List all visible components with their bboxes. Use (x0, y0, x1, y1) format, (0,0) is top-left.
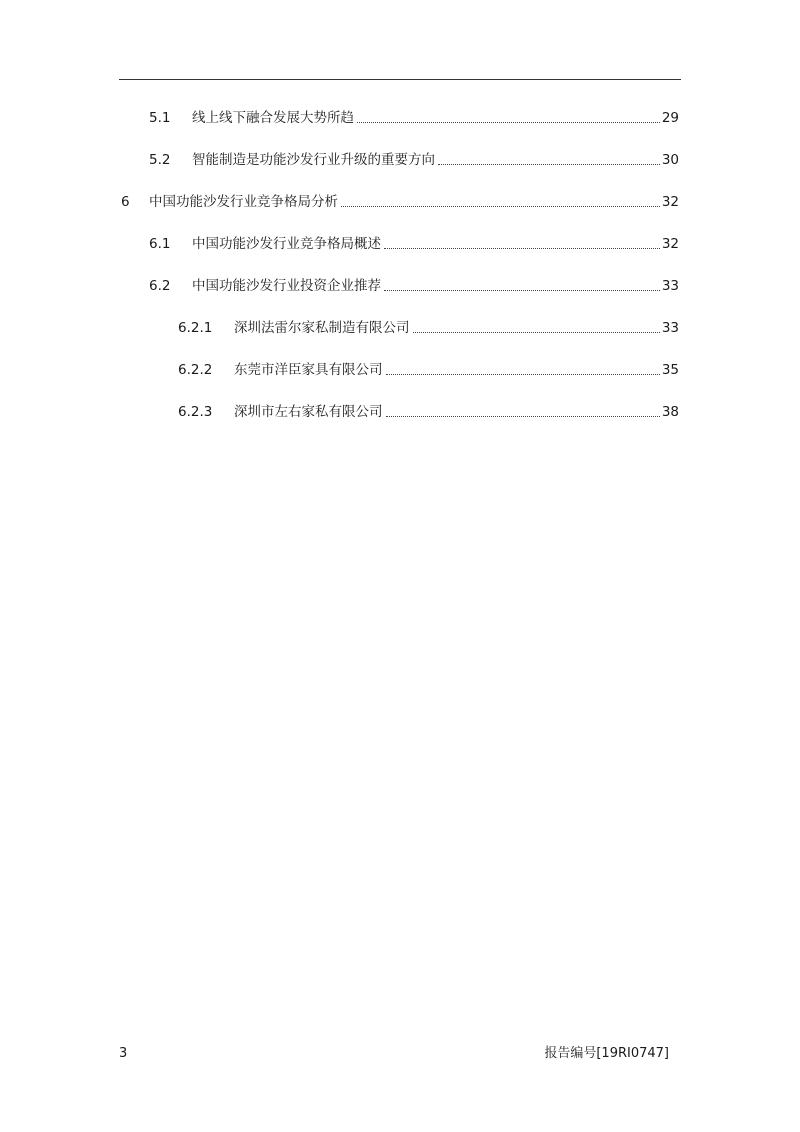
toc-entry[interactable] (149, 234, 679, 254)
toc-entry[interactable] (149, 150, 679, 170)
toc-entry[interactable] (178, 360, 679, 380)
toc-entry[interactable] (121, 192, 679, 212)
toc-entry-title: 中国功能沙发行业投资企业推荐 (192, 278, 381, 294)
toc-entry-number: 6.2 (149, 278, 171, 294)
header-rule (119, 79, 681, 80)
toc-entry-number: 6 (121, 194, 130, 210)
toc-entry[interactable] (149, 108, 679, 128)
footer-page-number: 3 (119, 1046, 128, 1061)
toc-entry-title: 智能制造是功能沙发行业升级的重要方向 (192, 152, 435, 168)
toc-entry-page: 35 (661, 362, 679, 378)
toc-entry[interactable] (149, 276, 679, 296)
toc-entry-page: 32 (661, 236, 679, 252)
toc-entry-title: 线上线下融合发展大势所趋 (192, 110, 354, 126)
toc-entry[interactable] (178, 402, 679, 422)
toc-dot-leader (384, 248, 660, 249)
toc-entry-title: 中国功能沙发行业竞争格局概述 (192, 236, 381, 252)
toc-entry-page: 33 (661, 320, 679, 336)
toc-entry-number: 6.2.1 (178, 320, 213, 336)
footer-report-id: 报告编号[19RI0747] (544, 1046, 669, 1061)
toc-dot-leader (386, 374, 660, 375)
toc-dot-leader (413, 332, 660, 333)
toc-entry-number: 5.2 (149, 152, 171, 168)
toc-entry[interactable] (178, 318, 679, 338)
toc-entry-page: 33 (661, 278, 679, 294)
toc-dot-leader (384, 290, 660, 291)
toc-entry-number: 6.2.2 (178, 362, 213, 378)
toc-entry-number: 6.1 (149, 236, 171, 252)
toc-dot-leader (357, 122, 660, 123)
toc-entry-number: 6.2.3 (178, 404, 213, 420)
toc-dot-leader (386, 416, 660, 417)
toc-entry-number: 5.1 (149, 110, 171, 126)
toc-entry-page: 30 (661, 152, 679, 168)
toc-dot-leader (438, 164, 660, 165)
toc-entry-title: 深圳市左右家私有限公司 (234, 404, 383, 420)
toc-entry-title: 深圳法雷尔家私制造有限公司 (234, 320, 410, 336)
toc-entry-page: 38 (661, 404, 679, 420)
toc-entry-title: 东莞市洋臣家具有限公司 (234, 362, 383, 378)
toc-entry-page: 32 (661, 194, 679, 210)
toc-dot-leader (341, 206, 660, 207)
toc-entry-title: 中国功能沙发行业竞争格局分析 (149, 194, 338, 210)
toc-entry-page: 29 (661, 110, 679, 126)
